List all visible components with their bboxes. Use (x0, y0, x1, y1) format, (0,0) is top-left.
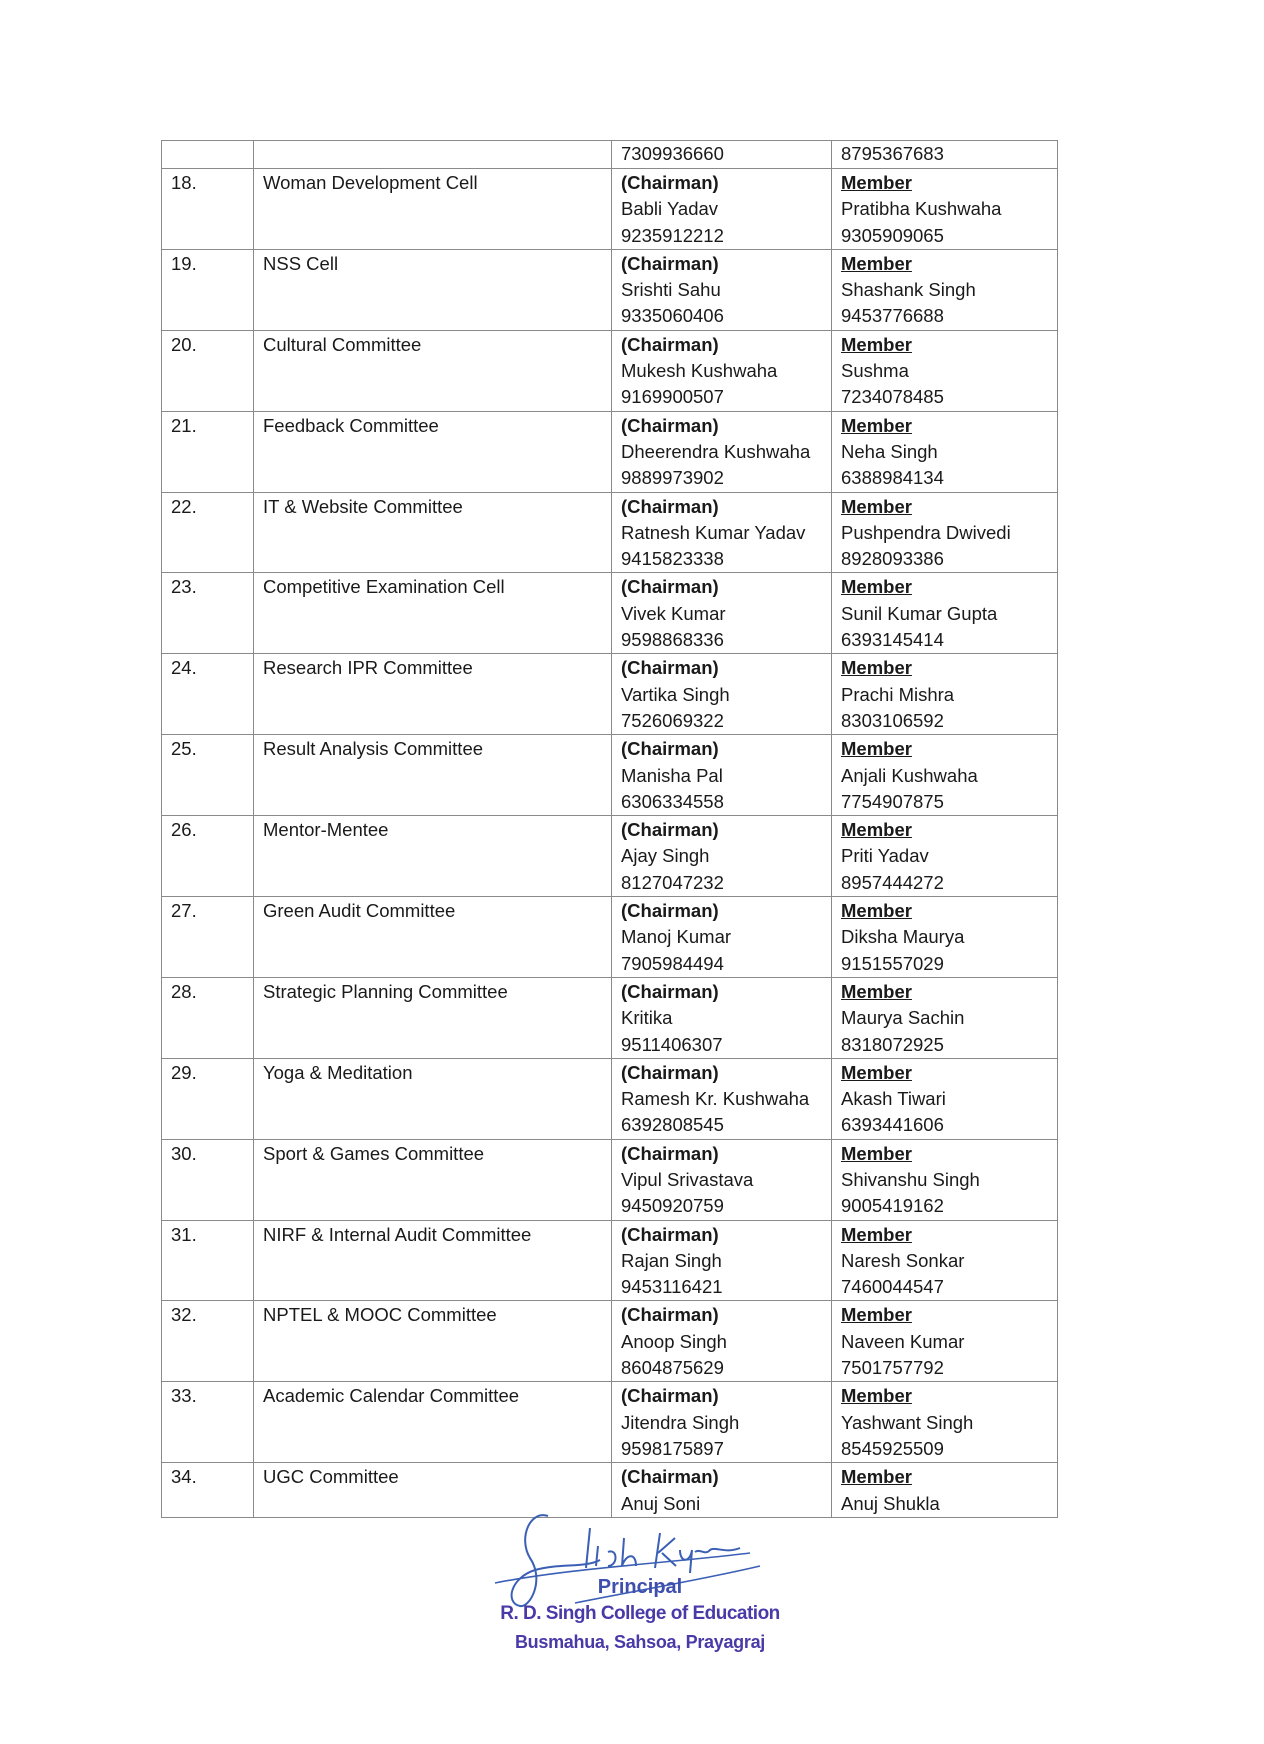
committee-cell (254, 411, 612, 492)
chairman-role-label: (Chairman) (621, 657, 719, 679)
sno-cell (162, 897, 254, 978)
committee-name: Feedback Committee (263, 414, 439, 436)
member-role-label: Member (841, 819, 912, 841)
chairman-role-label: (Chairman) (621, 333, 719, 355)
member-role-label: Member (841, 738, 912, 760)
table-row (162, 735, 1058, 816)
committee-cell (254, 1139, 612, 1220)
chairman-cell (612, 411, 832, 492)
member-name: Neha Singh (841, 440, 938, 462)
chairman-name: Manoj Kumar (621, 926, 732, 948)
principal-signature (490, 1508, 790, 1618)
chairman-role-label: (Chairman) (621, 1304, 719, 1326)
member-role-label: Member (841, 1304, 912, 1326)
continuation-row (162, 141, 1058, 169)
chairman-cell (612, 492, 832, 573)
serial-number: 18. (171, 172, 197, 193)
chairman-role-label: (Chairman) (621, 252, 719, 274)
member-name: Anuj Shukla (841, 1492, 940, 1514)
sno-cell (162, 411, 254, 492)
serial-number: 22. (171, 495, 197, 517)
member-role-label: Member (841, 1061, 912, 1083)
member-name: Diksha Maurya (841, 926, 965, 948)
committee-cell (254, 1058, 612, 1139)
table-row (162, 492, 1058, 573)
chairman-cell (612, 897, 832, 978)
member-cell (832, 573, 1058, 654)
chairman-role-label: (Chairman) (621, 1061, 719, 1083)
committee-cell (254, 573, 612, 654)
stamp-college: R. D. Singh College of Education (500, 1603, 780, 1624)
table-row (162, 897, 1058, 978)
chairman-cell (612, 573, 832, 654)
committee-cell (254, 977, 612, 1058)
committee-cell (254, 330, 612, 411)
sno-cell (162, 1463, 254, 1518)
member-cell (832, 411, 1058, 492)
committee-cell (254, 249, 612, 330)
member-cell (832, 1382, 1058, 1463)
committee-name: Research IPR Committee (263, 657, 473, 679)
member-phone: 7501757792 (841, 1357, 944, 1379)
member-cell (832, 897, 1058, 978)
member-cell (832, 169, 1058, 250)
committee-name: Competitive Examination Cell (263, 576, 505, 598)
member-phone: 9151557029 (841, 952, 944, 974)
sno-cell (162, 169, 254, 250)
committee-name: Strategic Planning Committee (263, 980, 508, 1002)
chairman-cell (612, 654, 832, 735)
member-phone: 8545925509 (841, 1437, 944, 1459)
sno-cell (162, 1220, 254, 1301)
member-phone: 8303106592 (841, 709, 944, 731)
sno-cell (162, 816, 254, 897)
chairman-role-label: (Chairman) (621, 495, 719, 517)
member-name: Maurya Sachin (841, 1007, 965, 1029)
chairman-phone: 9450920759 (621, 1195, 724, 1217)
member-name: Prachi Mishra (841, 683, 955, 705)
sno-cell (162, 735, 254, 816)
member-role-label: Member (841, 1385, 912, 1407)
chairman-phone: 9415823338 (621, 548, 724, 570)
member-phone: 8928093386 (841, 548, 944, 570)
committee-cell (254, 492, 612, 573)
member-cell (832, 816, 1058, 897)
table-row (162, 816, 1058, 897)
chairman-name: Mukesh Kushwaha (621, 360, 778, 382)
member-role-label: Member (841, 1142, 912, 1164)
chairman-name: Vartika Singh (621, 683, 730, 705)
chairman-name: Ramesh Kr. Kushwaha (621, 1088, 810, 1110)
member-role-label: Member (841, 1466, 912, 1488)
chairman-role-label: (Chairman) (621, 172, 719, 193)
chairman-role-label: (Chairman) (621, 1466, 719, 1488)
serial-number: 23. (171, 576, 197, 598)
sno-cell (162, 573, 254, 654)
member-role-label: Member (841, 980, 912, 1002)
sno-cell (162, 1139, 254, 1220)
chairman-phone: 6306334558 (621, 790, 724, 812)
table-row (162, 1382, 1058, 1463)
committee-name: Yoga & Meditation (263, 1061, 413, 1083)
member-phone: 9005419162 (841, 1195, 944, 1217)
committee-table (161, 140, 1058, 1518)
member-name: Sunil Kumar Gupta (841, 602, 998, 624)
committee-name: NPTEL & MOOC Committee (263, 1304, 497, 1326)
chairman-name: Kritika (621, 1007, 673, 1029)
committee-name: NSS Cell (263, 252, 339, 274)
chairman-phone: 9235912212 (621, 224, 724, 246)
chairman-role-label: (Chairman) (621, 576, 719, 598)
table-row (162, 1058, 1058, 1139)
member-cell (832, 977, 1058, 1058)
chairman-cell (612, 1301, 832, 1382)
chairman-cell (612, 735, 832, 816)
chairman-phone: 7526069322 (621, 709, 724, 731)
table-row (162, 1220, 1058, 1301)
serial-number: 30. (171, 1142, 197, 1164)
chairman-role-label: (Chairman) (621, 738, 719, 760)
chairman-name: Srishti Sahu (621, 279, 721, 301)
chairman-name: Anoop Singh (621, 1330, 727, 1352)
member-name: Priti Yadav (841, 845, 929, 867)
chairman-role-label: (Chairman) (621, 1385, 719, 1407)
chairman-phone: 6392808545 (621, 1114, 724, 1136)
chairman-name: Vivek Kumar (621, 602, 726, 624)
chairman-cell (612, 1382, 832, 1463)
member-phone-cell: 8795367683 (832, 141, 1058, 169)
member-cell (832, 1139, 1058, 1220)
chairman-cell (612, 330, 832, 411)
sno-cell (162, 1301, 254, 1382)
member-role-label: Member (841, 1223, 912, 1245)
chairman-cell (612, 1139, 832, 1220)
chairman-role-label: (Chairman) (621, 1142, 719, 1164)
member-name: Sushma (841, 360, 909, 382)
member-phone: 9305909065 (841, 224, 944, 246)
chairman-name: Babli Yadav (621, 198, 719, 220)
member-cell (832, 654, 1058, 735)
table-row (162, 654, 1058, 735)
serial-number: 21. (171, 414, 197, 436)
chairman-cell (612, 1220, 832, 1301)
committee-name: Woman Development Cell (263, 172, 478, 193)
committee-name: Green Audit Committee (263, 900, 456, 922)
member-name: Yashwant Singh (841, 1411, 974, 1433)
serial-number: 33. (171, 1385, 197, 1407)
chairman-name: Rajan Singh (621, 1249, 722, 1271)
member-role-label: Member (841, 333, 912, 355)
table-row (162, 411, 1058, 492)
member-name: Shashank Singh (841, 279, 976, 301)
member-role-label: Member (841, 657, 912, 679)
committee-cell (254, 1382, 612, 1463)
member-phone: 6393145414 (841, 629, 944, 651)
member-name: Akash Tiwari (841, 1088, 946, 1110)
serial-number: 32. (171, 1304, 197, 1326)
member-role-label: Member (841, 495, 912, 517)
serial-number: 19. (171, 252, 197, 274)
chairman-phone: 9169900507 (621, 386, 724, 408)
member-role-label: Member (841, 576, 912, 598)
chairman-phone: 9335060406 (621, 305, 724, 327)
sno-cell (162, 249, 254, 330)
committee-name: UGC Committee (263, 1466, 399, 1488)
chairman-phone: 9453116421 (621, 1276, 723, 1298)
member-phone: 8957444272 (841, 871, 944, 893)
member-name: Pratibha Kushwaha (841, 198, 1002, 220)
member-role-label: Member (841, 414, 912, 436)
sno-cell (162, 141, 254, 169)
table-row (162, 169, 1058, 250)
committee-cell (254, 654, 612, 735)
member-role-label: Member (841, 252, 912, 274)
chairman-name: Ratnesh Kumar Yadav (621, 521, 806, 543)
serial-number: 27. (171, 900, 197, 922)
table-row (162, 330, 1058, 411)
chairman-phone: 8127047232 (621, 871, 724, 893)
chairman-role-label: (Chairman) (621, 980, 719, 1002)
member-phone: 8318072925 (841, 1033, 944, 1055)
serial-number: 34. (171, 1466, 197, 1488)
serial-number: 28. (171, 980, 197, 1002)
member-phone: 6388984134 (841, 467, 944, 489)
member-name: Naveen Kumar (841, 1330, 965, 1352)
serial-number: 20. (171, 333, 197, 355)
chairman-phone: 9889973902 (621, 467, 724, 489)
serial-number: 24. (171, 657, 197, 679)
chairman-cell (612, 816, 832, 897)
table-row (162, 1139, 1058, 1220)
chairman-role-label: (Chairman) (621, 819, 719, 841)
chairman-name: Ajay Singh (621, 845, 710, 867)
serial-number: 31. (171, 1223, 197, 1245)
chairman-name: Jitendra Singh (621, 1411, 740, 1433)
stamp-address: Busmahua, Sahsoa, Prayagraj (514, 1632, 765, 1652)
chairman-name: Manisha Pal (621, 764, 723, 786)
chairman-phone: 9598868336 (621, 629, 724, 651)
committee-name: Mentor-Mentee (263, 819, 389, 841)
committee-name: IT & Website Committee (263, 495, 463, 517)
chairman-name: Anuj Soni (621, 1492, 701, 1514)
member-cell (832, 1463, 1058, 1518)
member-cell (832, 330, 1058, 411)
sno-cell (162, 1382, 254, 1463)
serial-number: 29. (171, 1061, 197, 1083)
member-phone: 7234078485 (841, 386, 944, 408)
sno-cell (162, 1058, 254, 1139)
chairman-phone: 9511406307 (621, 1033, 723, 1055)
member-name: Pushpendra Dwivedi (841, 521, 1011, 543)
chairman-phone: 8604875629 (621, 1357, 724, 1379)
member-cell (832, 249, 1058, 330)
committee-cell (254, 735, 612, 816)
member-cell (832, 1301, 1058, 1382)
member-role-label: Member (841, 172, 912, 193)
member-name: Naresh Sonkar (841, 1249, 965, 1271)
chairman-cell (612, 1058, 832, 1139)
serial-number: 26. (171, 819, 197, 841)
committee-cell (254, 897, 612, 978)
chairman-phone: 9598175897 (621, 1437, 724, 1459)
chairman-cell (612, 977, 832, 1058)
committee-cell (254, 141, 612, 169)
chairman-cell (612, 169, 832, 250)
chairman-name: Vipul Srivastava (621, 1168, 754, 1190)
member-name: Anjali Kushwaha (841, 764, 978, 786)
table-row (162, 1301, 1058, 1382)
member-cell (832, 1220, 1058, 1301)
chairman-phone-cell: 7309936660 (612, 141, 832, 169)
sno-cell (162, 330, 254, 411)
chairman-phone: 7905984494 (621, 952, 724, 974)
member-role-label: Member (841, 900, 912, 922)
committee-cell (254, 169, 612, 250)
chairman-role-label: (Chairman) (621, 900, 719, 922)
chairman-role-label: (Chairman) (621, 414, 719, 436)
member-phone: 9453776688 (841, 305, 944, 327)
chairman-role-label: (Chairman) (621, 1223, 719, 1245)
chairman-cell (612, 249, 832, 330)
committee-name: NIRF & Internal Audit Committee (263, 1223, 532, 1245)
committee-cell (254, 1301, 612, 1382)
member-phone: 6393441606 (841, 1114, 944, 1136)
member-phone: 7754907875 (841, 790, 944, 812)
committee-cell (254, 1220, 612, 1301)
table-row (162, 249, 1058, 330)
sno-cell (162, 654, 254, 735)
committee-name: Academic Calendar Committee (263, 1385, 520, 1407)
chairman-name: Dheerendra Kushwaha (621, 440, 811, 462)
sno-cell (162, 977, 254, 1058)
serial-number: 25. (171, 738, 197, 760)
member-phone: 7460044547 (841, 1276, 944, 1298)
table-row (162, 977, 1058, 1058)
member-cell (832, 735, 1058, 816)
member-name: Shivanshu Singh (841, 1168, 980, 1190)
committee-name: Cultural Committee (263, 333, 422, 355)
sno-cell (162, 492, 254, 573)
member-cell (832, 1058, 1058, 1139)
committee-name: Sport & Games Committee (263, 1142, 485, 1164)
committee-name: Result Analysis Committee (263, 738, 484, 760)
table-row (162, 573, 1058, 654)
committee-cell (254, 816, 612, 897)
stamp-title: Principal (597, 1576, 683, 1598)
member-cell (832, 492, 1058, 573)
